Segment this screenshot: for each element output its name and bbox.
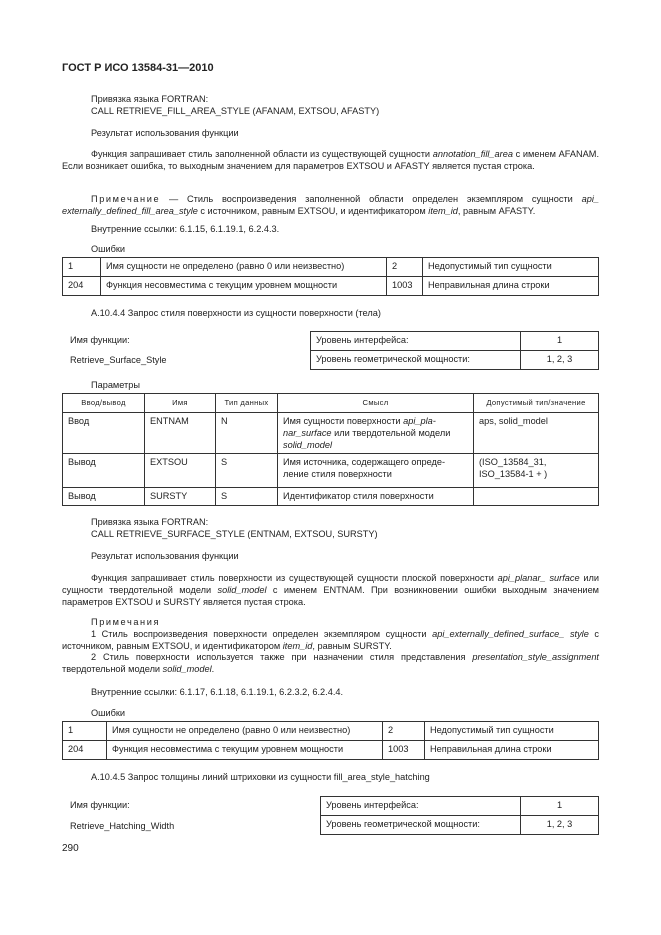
- table-row: Вывод EXTSOU S Имя источника, содержащего опреде- ление стиля поверхности (ISO_13584_31, ISO_13584-1 + ): [63, 454, 599, 488]
- result-paragraph: Функция запрашивает стиль поверхности из существующей сущности плоской поверхности api_planar_ surface или сущности твердотельной модели solid_model с именем ENTNAM. При возникновении ошибки выходным значением параметров EXTSOU и SURSTY является пустая строка.: [62, 573, 599, 607]
- table-row: 1 Имя сущности не определено (равно 0 или неизвестно) 2 Недопустимый тип сущности: [63, 722, 599, 741]
- table-row: 1 Имя сущности не определено (равно 0 или неизвестно) 2 Недопустимый тип сущности: [63, 258, 599, 277]
- binding-title: Привязка языка FORTRAN:: [91, 94, 209, 104]
- internal-refs: Внутренние ссылки: 6.1.15, 6.1.19.1, 6.2.4.3.: [91, 224, 280, 234]
- document-header: ГОСТ Р ИСО 13584-31—2010: [62, 62, 214, 74]
- table-row: Вывод SURSTY S Идентификатор стиля поверхности: [63, 488, 599, 506]
- function-name-label: Имя функции:: [70, 335, 130, 345]
- note-2: 2 Стиль поверхности используется также при назначении стиля представления presentation_style_assignment твердотельной модели solid_model.: [62, 652, 599, 674]
- internal-refs: Внутренние ссылки: 6.1.17, 6.1.18, 6.1.19.1, 6.2.3.2, 6.2.4.4.: [91, 687, 344, 697]
- table-row: Ввод ENTNAM N Имя сущности поверхности api_pla- nar_surface или твердотельной модели solid_model aps, solid_model: [63, 413, 599, 454]
- notes-label: Примечания: [91, 617, 161, 627]
- table-row: 204 Функция несовместима с текущим уровнем мощности 1003 Неправильная длина строки: [63, 277, 599, 296]
- interface-level-table: Уровень интерфейса: 1 Уровень геометрической мощности: 1, 2, 3: [320, 796, 599, 835]
- errors-table: [62, 257, 599, 296]
- params-title: Параметры: [91, 380, 140, 390]
- result-paragraph: Функция запрашивает стиль заполненной области из существующей сущности annotation_fill_area с именем AFANAM. Если возникает ошибка, то выходным значением для параметров EXTSOU и AFASTY является пустая строка.: [62, 149, 600, 171]
- errors-title: Ошибки: [91, 244, 126, 254]
- section-heading: А.10.4.5 Запрос толщины линий штриховки из сущности fill_area_style_hatching: [91, 772, 430, 782]
- function-name-label: Имя функции:: [70, 800, 130, 810]
- section-heading: А.10.4.4 Запрос стиля поверхности из сущности поверхности (тела): [91, 308, 381, 318]
- binding-call: CALL RETRIEVE_SURFACE_STYLE (ENTNAM, EXTSOU, SURSTY): [91, 529, 378, 539]
- errors-table: [62, 721, 599, 760]
- function-name: Retrieve_Hatching_Width: [70, 821, 175, 831]
- page-number: 290: [62, 843, 79, 854]
- note-paragraph: Примечание — Стиль воспроизведения заполненной области определен экземпляром сущности api_ externally_defined_fill_area_style с источником, равным EXTSOU, и идентификатором item_id, равным AFASTY.: [62, 194, 599, 216]
- function-name: Retrieve_Surface_Style: [70, 355, 167, 365]
- binding-call: CALL RETRIEVE_FILL_AREA_STYLE (AFANAM, EXTSOU, AFASTY): [91, 106, 380, 116]
- note-1: 1 Стиль воспроизведения поверхности определен экземпляром сущности api_externally_defined_surface_ style с источником, равным EXTSOU, и идентификатором item_id, равным SURSTY.: [62, 629, 600, 651]
- result-title: Результат использования функции: [91, 128, 239, 138]
- table-header: Ввод/вывод Имя Тип данных Смысл Допустимый тип/значение: [63, 394, 599, 413]
- binding-title: Привязка языка FORTRAN:: [91, 517, 209, 527]
- errors-title: Ошибки: [91, 708, 126, 718]
- result-title: Результат использования функции: [91, 551, 239, 561]
- interface-level-table: Уровень интерфейса: 1 Уровень геометрической мощности: 1, 2, 3: [310, 331, 599, 370]
- table-row: 204 Функция несовместима с текущим уровнем мощности 1003 Неправильная длина строки: [63, 741, 599, 760]
- params-table: [62, 393, 599, 506]
